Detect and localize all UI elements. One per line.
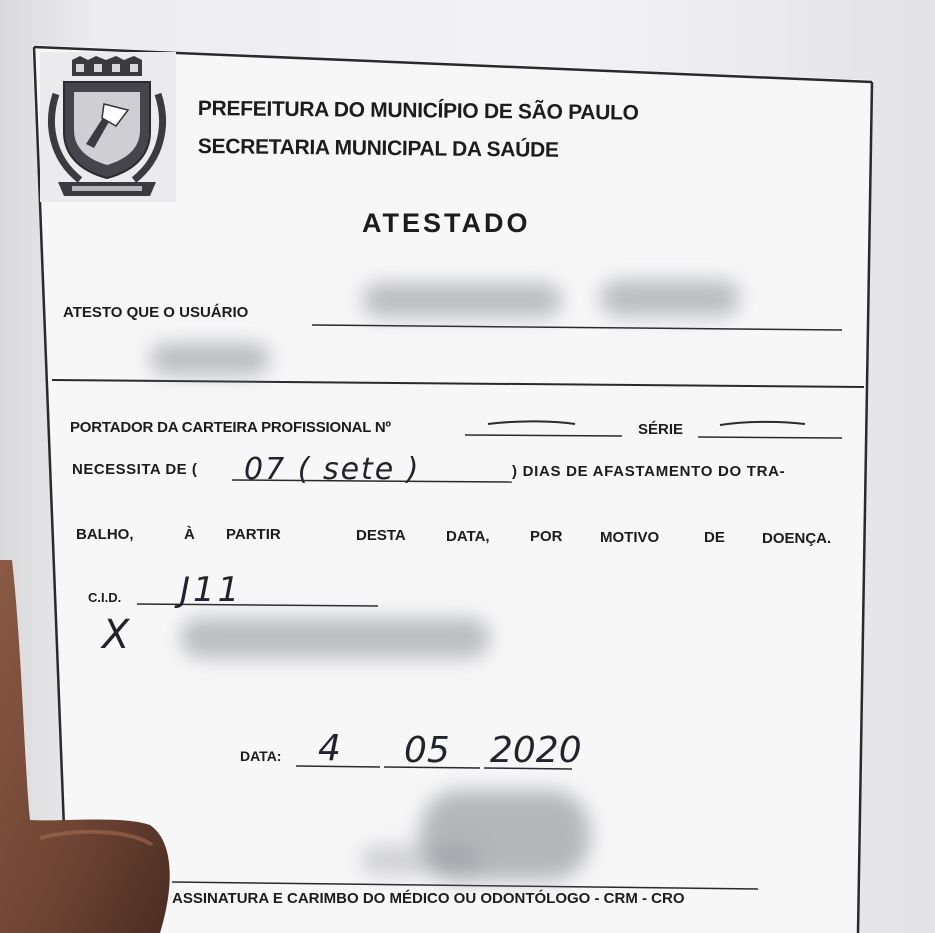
- handwritten-mark: X: [102, 612, 130, 658]
- dias-label: ) DIAS DE AFASTAMENTO DO TRA-: [512, 463, 786, 480]
- cid-label: C.I.D.: [88, 590, 122, 605]
- handwritten-date-month: 05: [404, 730, 450, 771]
- body-word: MOTIVO: [600, 529, 660, 546]
- body-word: DE: [704, 529, 725, 546]
- carteira-label: PORTADOR DA CARTEIRA PROFISSIONAL Nº: [70, 419, 391, 436]
- thumb: [0, 560, 180, 933]
- redacted-patient-name-line2: [150, 343, 270, 375]
- handwritten-days: 07 ( sete ): [244, 452, 421, 487]
- municipality-name: PREFEITURA DO MUNICÍPIO DE SÃO PAULO: [197, 97, 639, 125]
- body-word: PARTIR: [226, 526, 281, 543]
- body-word: POR: [530, 528, 563, 545]
- redacted-doctor-name: [180, 618, 490, 658]
- signature-label: ASSINATURA E CARIMBO DO MÉDICO OU ODONTÓLOGO - CRM - CRO: [172, 890, 685, 907]
- body-word: DATA,: [446, 528, 490, 545]
- department-name: SECRETARIA MUNICIPAL DA SAÚDE: [197, 135, 559, 162]
- redacted-patient-name: [362, 283, 562, 317]
- sao-paulo-coat-of-arms-logo: [44, 54, 170, 200]
- serie-label: SÉRIE: [638, 421, 684, 438]
- body-word: DOENÇA.: [762, 530, 832, 547]
- necessita-label: NECESSITA DE (: [72, 461, 198, 478]
- redacted-stamp-text: [360, 845, 480, 875]
- atesto-label: ATESTO QUE O USUÁRIO: [63, 304, 249, 321]
- handwritten-date-year: 2020: [490, 730, 582, 771]
- handwritten-date-day: 4: [318, 728, 341, 769]
- handwritten-cid: J11: [180, 570, 243, 610]
- date-label: DATA:: [240, 748, 282, 764]
- body-word: À: [184, 526, 195, 543]
- body-word: BALHO,: [76, 526, 134, 543]
- redacted-patient-surname: [600, 280, 740, 316]
- document-title: ATESTADO: [362, 208, 531, 238]
- body-word: DESTA: [356, 527, 406, 544]
